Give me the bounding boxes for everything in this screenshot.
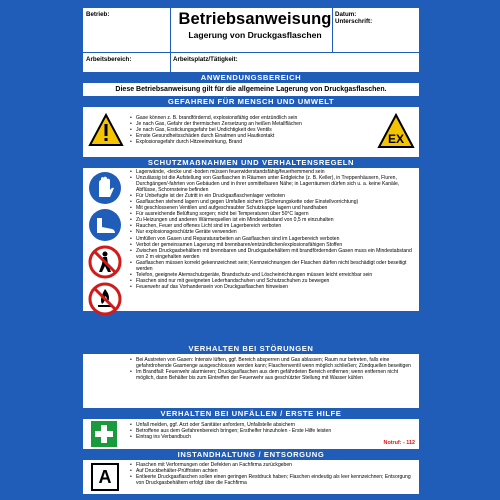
list-item: • Lagerwände, -decke und -boden müssen feuerwiderstandsfähig/feuerhemmend sein xyxy=(136,169,416,175)
list-item: • Für Unbefugte ist der Zutritt in ein Druckgasflaschenlager verboten xyxy=(136,193,416,199)
page-subtitle: Lagerung von Druckgasflaschen xyxy=(188,30,322,40)
gloves-icon xyxy=(88,171,122,205)
schutz-panel xyxy=(83,168,419,311)
list-item: • Flaschen sind nur mit geeigneten Lederhandschuhen und Schutzschuhen zu bewegen xyxy=(136,278,416,284)
list-item: • Gasflaschen stehend lagern und gegen Umfallen sichern (Sicherungskette oder Einstellvorrichtung) xyxy=(136,199,416,205)
warning-general-icon xyxy=(88,113,124,149)
page-title: Betriebsanweisung xyxy=(178,10,332,28)
list-item: • Unfall melden, ggf. Arzt oder Sanitäter anfordern, Unfallstelle absichern xyxy=(136,422,416,428)
ex-label: EX xyxy=(387,132,405,146)
list-item: • Entleerte Druckgasflaschen sollen einen geringen Restdruck haben; Flaschen eindeutig als leer kennzeichnen; Entsorgung von Druckgasbehältern erfolgt über die Fachfirma xyxy=(136,474,416,486)
section-title-anwendung: ANWENDUNGSBEREICH xyxy=(200,73,302,82)
list-item: • Verbot der gemeinsamen Lagerung mit brennbaren/entzündlichen/explosionsfähigen Stoffen xyxy=(136,242,416,248)
section-title-stoerungen: VERHALTEN BEI STÖRUNGEN xyxy=(188,344,314,353)
no-open-fire-icon xyxy=(88,282,122,316)
unfaelle-list xyxy=(127,422,419,440)
section-title-instandhaltung: INSTANDHALTUNG / ENTSORGUNG xyxy=(177,450,325,459)
section-title-schutz: SCHUTZMAẞNAHMEN UND VERHALTENSREGELN xyxy=(147,158,355,167)
section-title-unfaelle: VERHALTEN BEI UNFÄLLEN / ERSTE HILFE xyxy=(160,409,342,418)
list-item: • Rauchen, Feuer und offenes Licht sind im Lagerbereich verboten xyxy=(136,223,416,229)
list-item: • Gase können z. B. brandfördernd, explosionsfähig oder entzündlich sein xyxy=(136,115,364,121)
schutz-list xyxy=(127,169,419,290)
list-item: • Mit geschlossenen Ventilen und aufgeschraubter Schutzkappe lagern und handhaben xyxy=(136,205,416,211)
unterschrift-label: Unterschrift: xyxy=(335,18,373,25)
list-item: • Unzulässig ist die Aufstellung von Gasflaschen in Räumen unter Erdgleiche (z. B. Keller), in Treppenhäusern, Fluren, Durchgängen/-fahrten von Gebäuden und in ihrer unmittelbaren Nähe; in Lagerräumen dürfen sich u. a. keine Kanäle, Abflüsse, Schornsteine befinden xyxy=(136,175,416,193)
list-item: • Eintrag ins Verbandbuch xyxy=(136,434,416,440)
list-item: • Zu Heizungen und anderen Wärmequellen ist ein Mindestabstand von 0,5 m einzuhalten xyxy=(136,217,416,223)
list-item: • Umfüllen von Gasen und Reparaturarbeiten an Gasflaschen sind im Lagerbereich verboten xyxy=(136,236,416,242)
no-unauthorized-access-icon xyxy=(88,245,122,279)
list-item: • Explosionsgefahr durch Hitzeeinwirkung, Brand xyxy=(136,139,364,145)
anwendung-text: Diese Betriebsanweisung gilt für die allgemeine Lagerung von Druckgasflaschen. xyxy=(83,83,419,96)
list-item: • Betroffene aus dem Gefahrenbereich bringen; Ersthelfer hinzuholen - Erste Hilfe leisten xyxy=(136,428,416,434)
list-item: • Zwischen Druckgasbehältern mit brennbaren und Druckgasbehältern mit brandfördernden Gasen muss ein Mindestabstand von 2 m eingehalten werden xyxy=(136,248,416,260)
first-aid-icon xyxy=(91,421,117,447)
list-item: • Auf Druckbehälter-Prüffristen achten xyxy=(136,468,416,474)
list-item: • Feuerwehr auf das Vorhandensein von Druckgasflaschen hinweisen xyxy=(136,284,416,290)
disposal-letter-icon: A xyxy=(91,463,119,491)
list-item: • Je nach Gas, Gefahr der thermischen Zersetzung an heißen Metallflächen xyxy=(136,121,364,127)
instandhaltung-panel xyxy=(83,460,419,494)
list-item: • Flaschen mit Verformungen oder Defekten an Fachfirma zurückgeben xyxy=(136,462,416,468)
notruf-label: Notruf: - 112 xyxy=(383,440,415,446)
datum-label: Datum: xyxy=(335,11,357,18)
arbeitsbereich-label: Arbeitsbereich: xyxy=(86,56,132,63)
safety-shoes-icon xyxy=(88,208,122,242)
list-item: • Für ausreichende Belüftung sorgen; nicht bei Temperaturen über 50°C lagern xyxy=(136,211,416,217)
instandhaltung-list xyxy=(127,462,419,486)
list-item: • Bei Austreten von Gasen: Intensiv lüften, ggf. Bereich absperren und Gas ablassen; Raum nur betreten, falls eine gefahrdrohende Gasmenge ausgeschlossen werden kann; Flaschenventil wenn möglich schließen; Zündquellen beseitigen xyxy=(136,357,416,369)
betrieb-label: Betrieb: xyxy=(86,11,110,18)
section-title-gefahren: GEFAHREN FÜR MENSCH UND UMWELT xyxy=(167,97,335,106)
list-item: • Telefon, geeignete Atemschutzgeräte, Brandschutz-und Löscheinrichtungen müssen leicht erreichbar sein xyxy=(136,272,416,278)
list-item: • Je nach Gas, Erstickungsgefahr bei Undichtigkeit des Ventils xyxy=(136,127,364,133)
instruction-sheet xyxy=(83,8,419,494)
unfaelle-panel xyxy=(83,419,419,449)
list-item: • Nur explosionsgeschützte Geräte verwenden xyxy=(136,229,416,235)
list-item: • Im Brandfall: Feuerwehr alarmieren; Druckgasflaschen aus dem gefährdeten Bereich entfernen; wenn entfernen nicht möglich, dann Behälter bis zum Eintreffen der Feuerwehr aus geschützter Stellung mit Wasser kühlen xyxy=(136,369,416,381)
ex-zone-icon xyxy=(377,113,415,151)
stoerungen-panel xyxy=(83,354,419,408)
gefahren-panel xyxy=(83,107,419,157)
arbeitsplatz-label: Arbeitsplatz/Tätigkeit: xyxy=(173,56,238,63)
gefahren-list xyxy=(127,115,367,145)
stoerungen-list xyxy=(127,357,419,381)
header xyxy=(83,8,419,72)
list-item: • Gasflaschen müssen korrekt gekennzeichnet sein; Kennzeichnungen der Flaschen dürfen nicht beschädigt oder beseitigt werden xyxy=(136,260,416,272)
list-item: • Ernste Gesundheitsschäden durch Einatmen und Hautkontakt xyxy=(136,133,364,139)
